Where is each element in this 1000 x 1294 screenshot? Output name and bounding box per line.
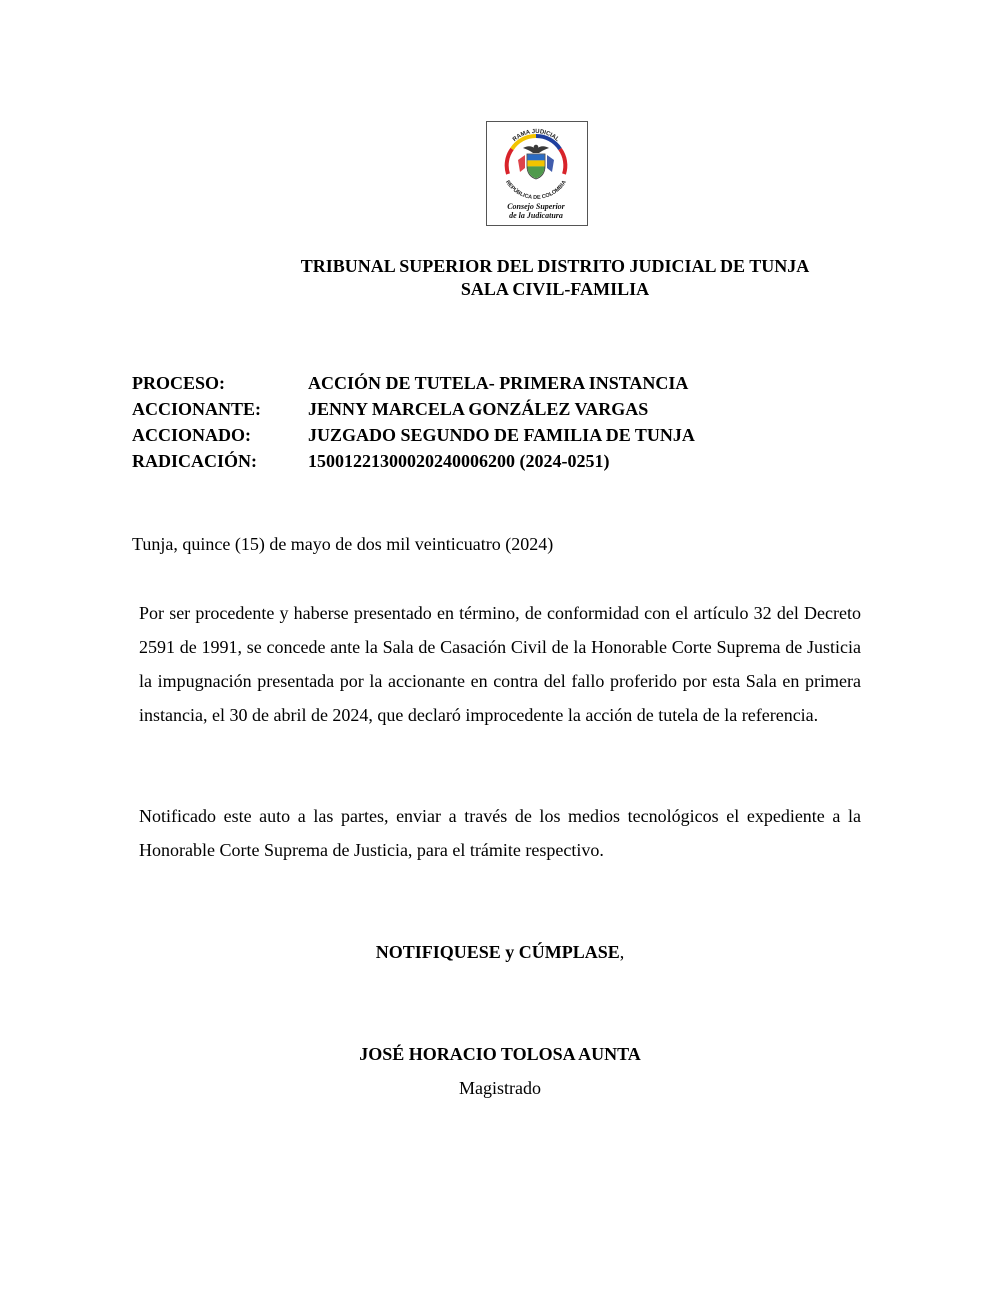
signer-name: JOSÉ HORACIO TOLOSA AUNTA [359,1044,641,1064]
ring-top-text: RAMA JUDICIAL [511,128,561,144]
coat-of-arms-icon [487,122,586,224]
logo-caption-line-1: Consejo Superior [507,202,565,211]
ring-bottom-text: REPÚBLICA DE COLOMBIA [504,179,568,202]
case-info-value: JUZGADO SEGUNDO DE FAMILIA DE TUNJA [308,425,695,445]
case-info-value: 15001221300020240006200 (2024-0251) [308,451,610,471]
body-paragraph-1: Por ser procedente y haberse presentado en término, de conformidad con el artículo 32 del Decreto 2591 de 1991, se concede ante la Sala de Casación Civil de la Honorable Corte Suprema de Justicia la impugnación presentada por la accionante en contra del fallo proferido por esta Sala en primera instancia, el 30 de abril de 2024, que declaró improcedente la acción de tutela de la referencia. [139,603,861,725]
closing-punctuation: , [619,942,625,962]
case-info-label: ACCIONANTE: [132,399,262,419]
body-paragraph-2: Notificado este auto a las partes, enviar a través de los medios tecnológicos el expediente a la Honorable Corte Suprema de Justicia, para el trámite respectivo. [139,806,861,860]
judicial-branch-logo [486,121,588,226]
closing-formula [0,940,1000,964]
court-name: TRIBUNAL SUPERIOR DEL DISTRITO JUDICIAL DE TUNJA [300,256,810,276]
case-info-label: RADICACIÓN: [132,451,257,471]
case-info-label: ACCIONADO: [132,425,251,445]
signer-role: Magistrado [459,1078,541,1098]
closing-text: NOTIFIQUESE y CÚMPLASE [375,942,620,962]
svg-text:REPÚBLICA DE COLOMBIA [504,180,568,202]
date-line: Tunja, quince (15) de mayo de dos mil veinticuatro (2024) [132,534,554,554]
court-chamber: SALA CIVIL-FAMILIA [460,279,650,299]
case-info-value: ACCIÓN DE TUTELA- PRIMERA INSTANCIA [308,373,689,393]
logo-caption-line-2: de la Judicatura [509,211,563,220]
case-info-label: PROCESO: [132,373,226,393]
case-info-value: JENNY MARCELA GONZÁLEZ VARGAS [308,399,649,419]
